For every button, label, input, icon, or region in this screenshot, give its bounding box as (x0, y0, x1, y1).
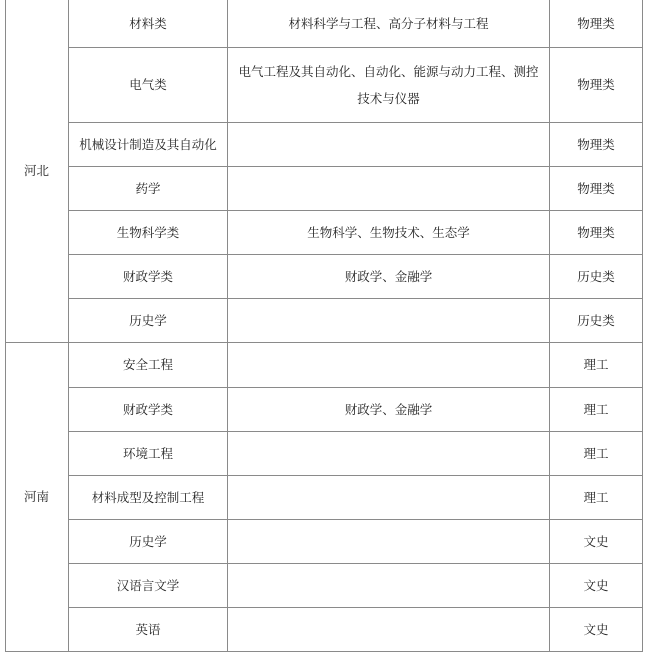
table-row (6, 432, 643, 476)
category-cell: 文史 (550, 608, 643, 652)
table-row (6, 343, 643, 388)
directions-cell: 电气工程及其自动化、自动化、能源与动力工程、测控技术与仪器 (228, 48, 550, 123)
category-cell: 物理类 (550, 0, 643, 48)
table-row (6, 299, 643, 343)
table-row (6, 211, 643, 255)
major-cell: 历史学 (69, 299, 228, 343)
directions-cell (228, 343, 550, 388)
major-cell: 安全工程 (69, 343, 228, 388)
province-cell: 河北 (6, 0, 69, 343)
category-cell: 历史类 (550, 299, 643, 343)
table-row (6, 0, 643, 48)
table-row (6, 123, 643, 167)
directions-cell (228, 167, 550, 211)
category-cell: 理工 (550, 476, 643, 520)
directions-cell (228, 432, 550, 476)
directions-cell: 生物科学、生物技术、生态学 (228, 211, 550, 255)
category-cell: 物理类 (550, 48, 643, 123)
directions-cell (228, 299, 550, 343)
category-cell: 物理类 (550, 167, 643, 211)
directions-cell (228, 123, 550, 167)
category-cell: 文史 (550, 520, 643, 564)
directions-cell (228, 520, 550, 564)
directions-cell (228, 476, 550, 520)
directions-cell (228, 564, 550, 608)
table-row (6, 476, 643, 520)
table-row (6, 255, 643, 299)
major-cell: 历史学 (69, 520, 228, 564)
major-cell: 环境工程 (69, 432, 228, 476)
major-cell: 汉语言文学 (69, 564, 228, 608)
major-cell: 药学 (69, 167, 228, 211)
table-row (6, 608, 643, 652)
major-cell: 材料类 (69, 0, 228, 48)
major-cell: 财政学类 (69, 255, 228, 299)
table-row (6, 48, 643, 123)
directions-cell: 财政学、金融学 (228, 388, 550, 432)
category-cell: 物理类 (550, 123, 643, 167)
table-body (6, 0, 643, 652)
table-row (6, 388, 643, 432)
major-cell: 电气类 (69, 48, 228, 123)
major-cell: 机械设计制造及其自动化 (69, 123, 228, 167)
category-cell: 理工 (550, 432, 643, 476)
category-cell: 文史 (550, 564, 643, 608)
category-cell: 理工 (550, 343, 643, 388)
category-cell: 理工 (550, 388, 643, 432)
directions-cell: 财政学、金融学 (228, 255, 550, 299)
major-cell: 英语 (69, 608, 228, 652)
directions-cell (228, 608, 550, 652)
admission-table (5, 0, 643, 652)
province-cell: 河南 (6, 343, 69, 652)
directions-cell: 材料科学与工程、高分子材料与工程 (228, 0, 550, 48)
table-row (6, 167, 643, 211)
table-row (6, 520, 643, 564)
table-row (6, 564, 643, 608)
category-cell: 历史类 (550, 255, 643, 299)
major-cell: 财政学类 (69, 388, 228, 432)
major-cell: 材料成型及控制工程 (69, 476, 228, 520)
major-cell: 生物科学类 (69, 211, 228, 255)
category-cell: 物理类 (550, 211, 643, 255)
